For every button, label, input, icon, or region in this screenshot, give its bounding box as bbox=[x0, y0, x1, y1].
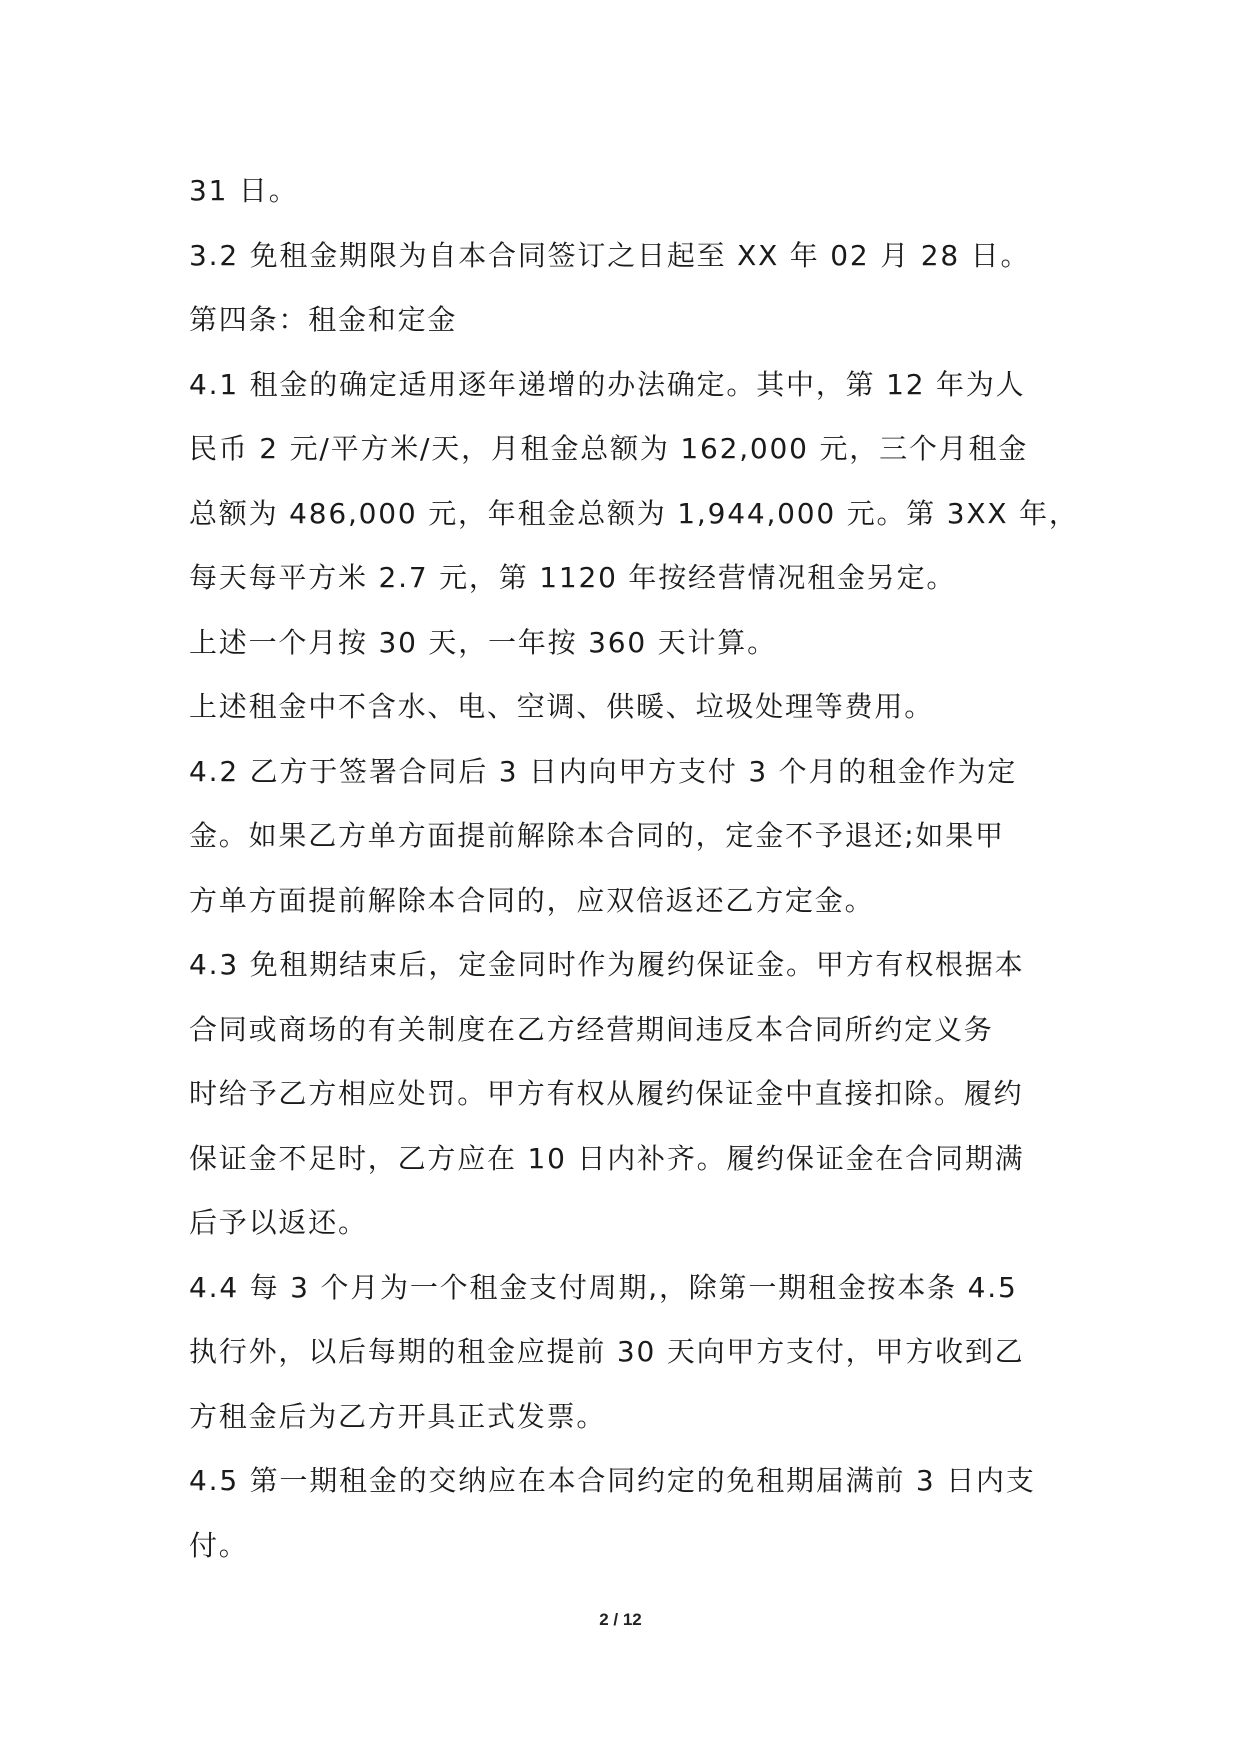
document-body bbox=[189, 159, 1079, 1578]
text-line: 4.2 乙方于签署合同后 3 日内向甲方支付 3 个月的租金作为定 bbox=[189, 754, 1018, 788]
text-line: 4.1 租金的确定适用逐年递增的办法确定。其中，第 12 年为人 bbox=[189, 367, 1026, 401]
text-line: 上述租金中不含水、电、空调、供暖、垃圾处理等费用。 bbox=[189, 690, 935, 723]
text-line: 4.3 免租期结束后，定金同时作为履约保证金。甲方有权根据本 bbox=[189, 948, 1025, 981]
text-line: 民币 2 元/平方米/天，月租金总额为 162,000 元，三个月租金 bbox=[189, 432, 1029, 465]
text-line: 合同或商场的有关制度在乙方经营期间违反本合同所约定义务 bbox=[189, 1012, 994, 1046]
text-line: 上述一个月按 30 天，一年按 360 天计算。 bbox=[189, 625, 777, 659]
text-line: 方租金后为乙方开具正式发票。 bbox=[189, 1399, 607, 1433]
text-line: 总额为 486,000 元，年租金总额为 1,944,000 元。第 3XX 年， bbox=[189, 496, 1079, 530]
text-line: 付。 bbox=[189, 1528, 249, 1562]
text-line: 金。如果乙方单方面提前解除本合同的，定金不予退还;如果甲 bbox=[189, 819, 1005, 852]
text-line: 时给予乙方相应处罚。甲方有权从履约保证金中直接扣除。履约 bbox=[189, 1077, 1024, 1110]
text-line: 方单方面提前解除本合同的，应双倍返还乙方定金。 bbox=[189, 883, 875, 917]
text-line: 3.2 免租金期限为自本合同签订之日起至 XX 年 02 月 28 日。 bbox=[189, 238, 1031, 272]
text-line: 后予以返还。 bbox=[189, 1206, 368, 1239]
section-heading: 第四条：租金和定金 bbox=[189, 303, 458, 336]
text-line: 执行外，以后每期的租金应提前 30 天向甲方支付，甲方收到乙 bbox=[189, 1335, 1025, 1368]
text-line: 4.4 每 3 个月为一个租金支付周期,，除第一期租金按本条 4.5 bbox=[189, 1270, 1018, 1304]
text-line: 保证金不足时，乙方应在 10 日内补齐。履约保证金在合同期满 bbox=[189, 1141, 1025, 1175]
text-line: 31 日。 bbox=[189, 174, 299, 207]
text-line: 4.5 第一期租金的交纳应在本合同约定的免租期届满前 3 日内支 bbox=[189, 1464, 1036, 1497]
page-number: 2 / 12 bbox=[599, 1610, 642, 1629]
text-line: 每天每平方米 2.7 元，第 1120 年按经营情况租金另定。 bbox=[189, 561, 957, 594]
